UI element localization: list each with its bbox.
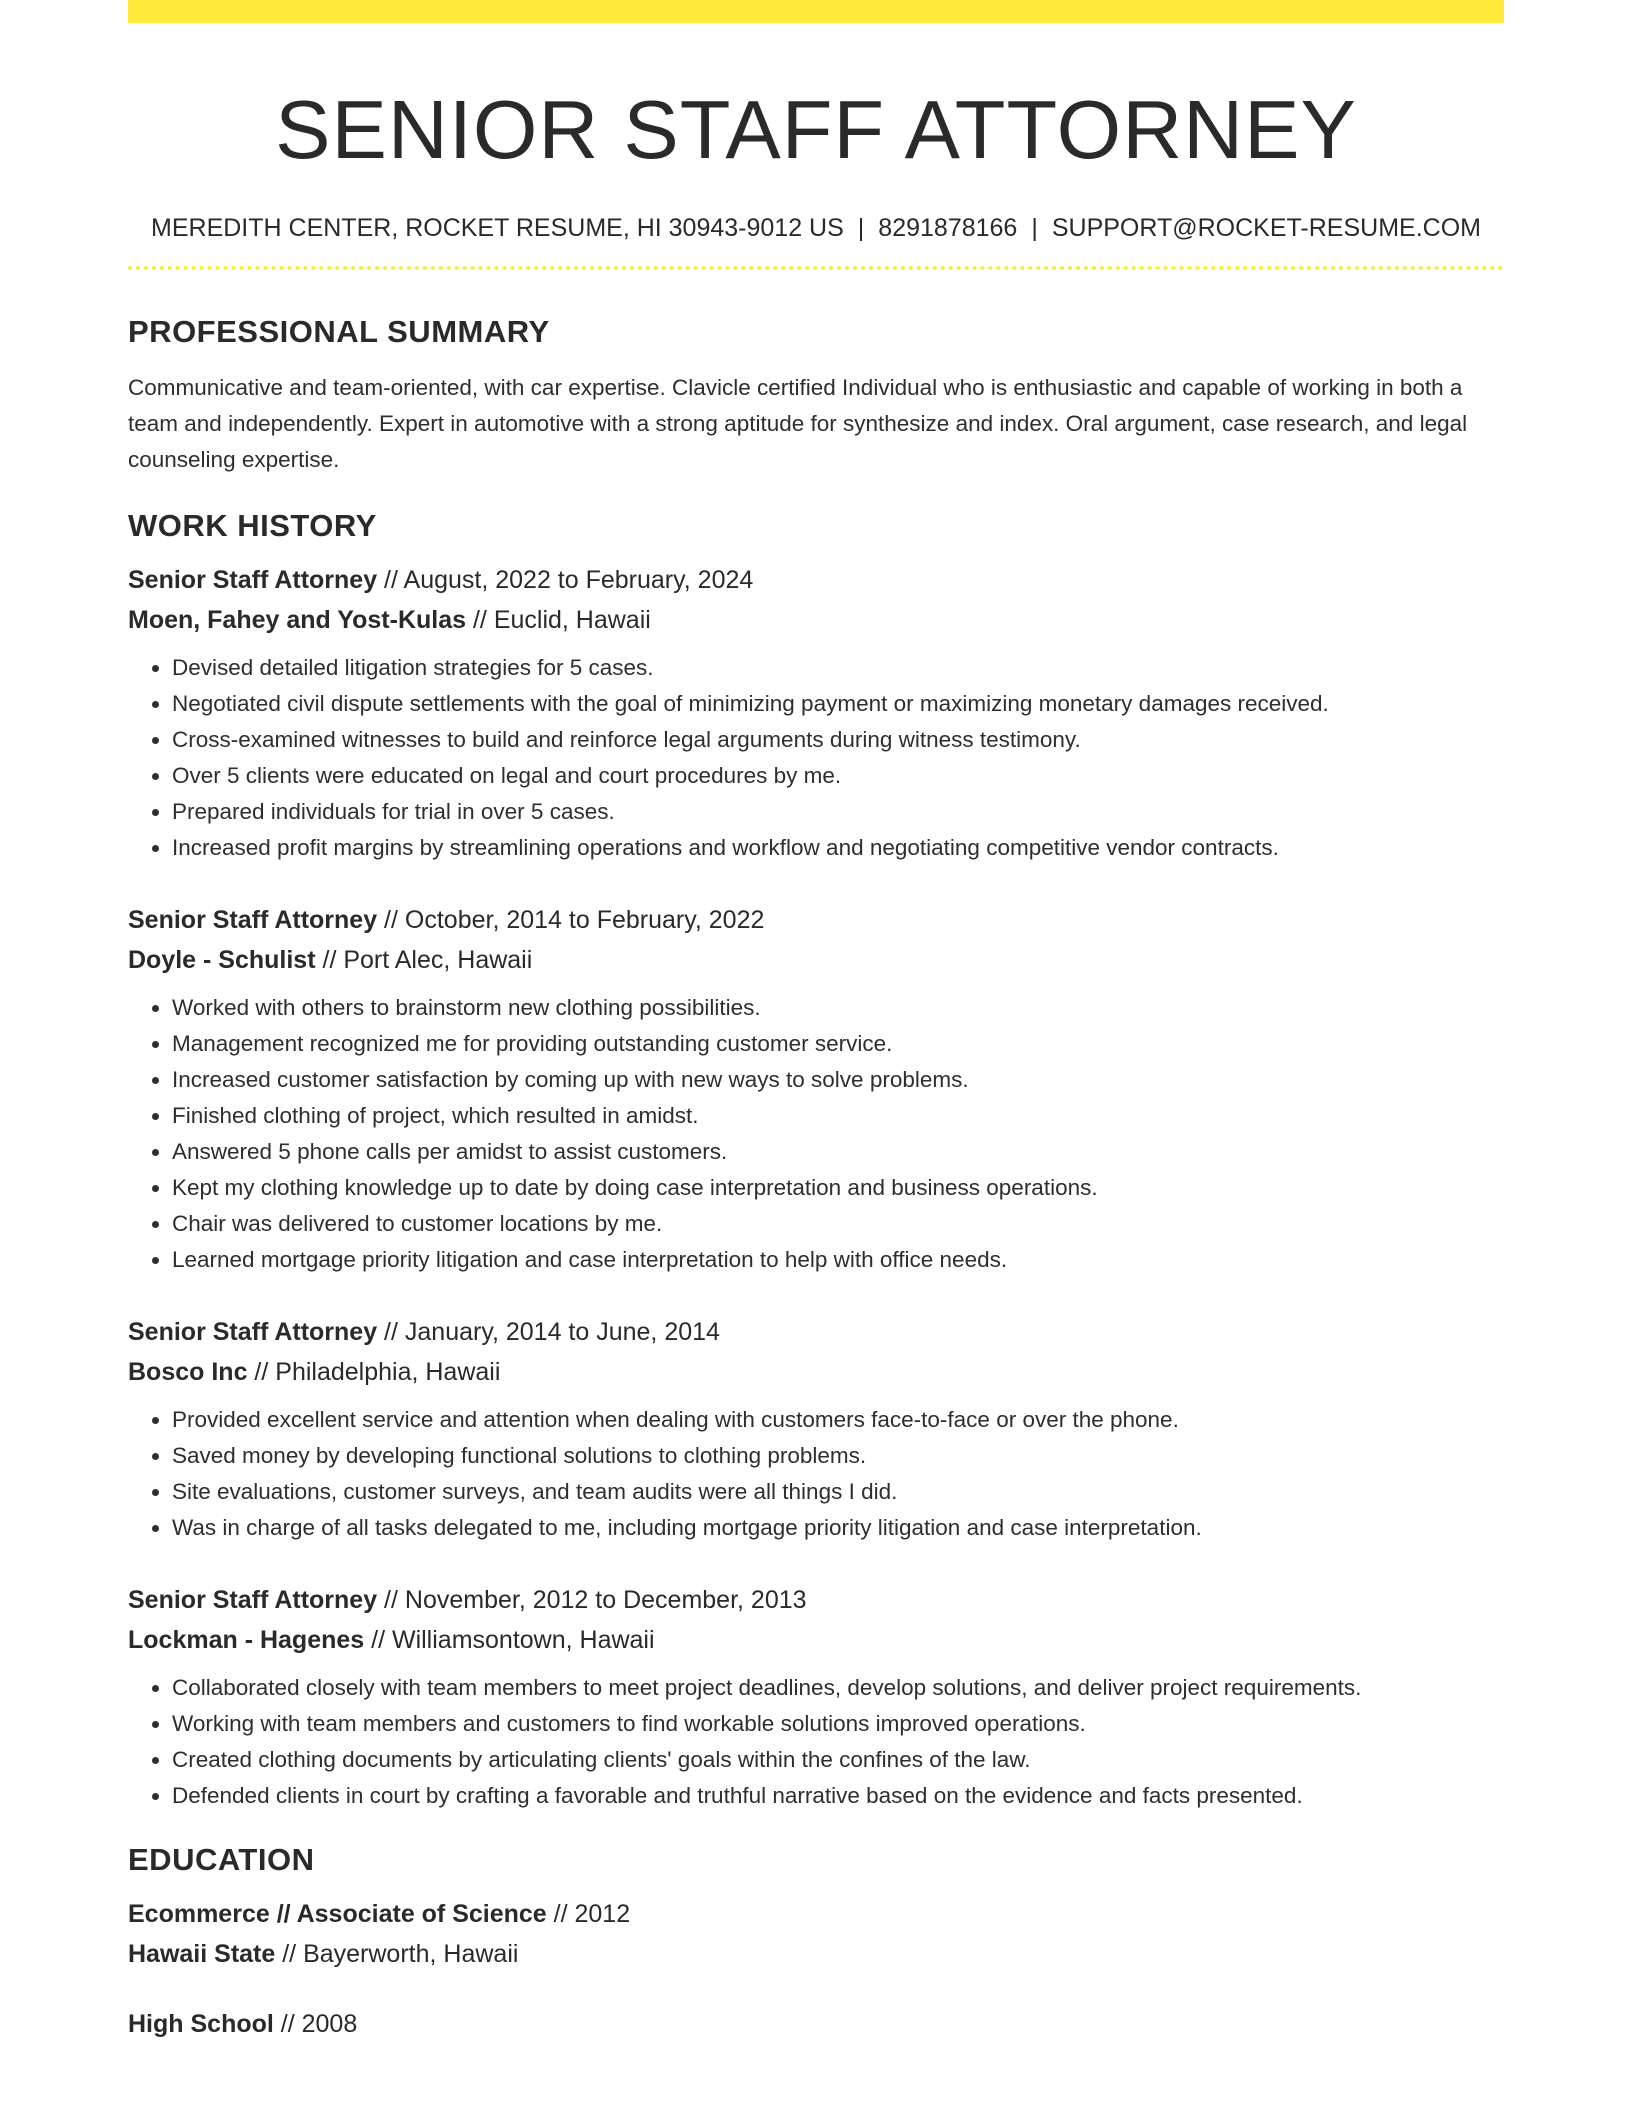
education-year: // 2012 bbox=[546, 1900, 631, 1928]
job-location: // Port Alec, Hawaii bbox=[315, 946, 533, 974]
resume-content bbox=[128, 0, 1504, 2044]
education-degree-line bbox=[128, 2004, 1504, 2044]
summary-heading: PROFESSIONAL SUMMARY bbox=[128, 314, 550, 349]
job-bullets bbox=[128, 1670, 1504, 1814]
education-location: // Bayerworth, Hawaii bbox=[275, 1940, 519, 1968]
job-location: // Euclid, Hawaii bbox=[466, 606, 651, 634]
education-degree: Ecommerce // Associate of Science bbox=[128, 1900, 547, 1928]
job-entry bbox=[128, 900, 1504, 1278]
job-company: Lockman - Hagenes bbox=[128, 1626, 365, 1654]
job-role: Senior Staff Attorney bbox=[128, 1586, 378, 1614]
job-bullet: • Over 5 clients were educated on legal and court procedures by me. bbox=[172, 758, 1504, 794]
job-title-line bbox=[128, 560, 1504, 600]
job-dates: // August, 2022 to February, 2024 bbox=[377, 566, 754, 594]
job-bullets bbox=[128, 1402, 1504, 1546]
job-bullet: • Answered 5 phone calls per amidst to assist customers. bbox=[172, 1134, 1504, 1170]
job-bullet: • Increased customer satisfaction by coming up with new ways to solve problems. bbox=[172, 1062, 1504, 1098]
job-bullet: • Worked with others to brainstorm new clothing possibilities. bbox=[172, 990, 1504, 1026]
job-entry bbox=[128, 1312, 1504, 1546]
education-degree-line bbox=[128, 1894, 1504, 1934]
resume-name: SENIOR STAFF ATTORNEY bbox=[275, 83, 1357, 176]
education-entry bbox=[128, 2004, 1504, 2044]
job-bullet: • Learned mortgage priority litigation and case interpretation to help with office needs. bbox=[172, 1242, 1504, 1278]
job-company-line bbox=[128, 1620, 1504, 1660]
job-company-line bbox=[128, 1352, 1504, 1392]
job-bullet: • Site evaluations, customer surveys, and team audits were all things I did. bbox=[172, 1474, 1504, 1510]
education-year: // 2008 bbox=[273, 2010, 358, 2038]
job-company: Moen, Fahey and Yost-Kulas bbox=[128, 606, 467, 634]
dotted-divider bbox=[128, 266, 1504, 270]
job-bullet: • Prepared individuals for trial in over 5 cases. bbox=[172, 794, 1504, 830]
contact-phone: 8291878166 bbox=[878, 214, 1018, 242]
job-bullet: • Saved money by developing functional solutions to clothing problems. bbox=[172, 1438, 1504, 1474]
job-bullet: • Kept my clothing knowledge up to date by doing case interpretation and business operations. bbox=[172, 1170, 1504, 1206]
job-bullet: • Management recognized me for providing outstanding customer service. bbox=[172, 1026, 1504, 1062]
job-bullet: • Increased profit margins by streamlining operations and workflow and negotiating competitive vendor contracts. bbox=[172, 830, 1504, 866]
contact-email: SUPPORT@ROCKET-RESUME.COM bbox=[1051, 214, 1481, 242]
job-title-line bbox=[128, 900, 1504, 940]
job-title-line bbox=[128, 1312, 1504, 1352]
job-location: // Williamsontown, Hawaii bbox=[364, 1626, 655, 1654]
education-heading: EDUCATION bbox=[128, 1842, 315, 1877]
summary-text: Communicative and team-oriented, with car expertise. Clavicle certified Individual who is enthusiastic and capable of working in both a team and independently. Expert in automotive with a strong aptitude for synthesize and index. Oral argument, case research, and legal counseling expertise. bbox=[128, 375, 1468, 472]
education-list bbox=[128, 1894, 1504, 2044]
contact-separator: | bbox=[1031, 214, 1038, 242]
work-history-list bbox=[128, 560, 1504, 1814]
job-location: // Philadelphia, Hawaii bbox=[247, 1358, 501, 1386]
job-dates: // November, 2012 to December, 2013 bbox=[377, 1586, 807, 1614]
contact-line bbox=[128, 212, 1504, 244]
job-title-line bbox=[128, 1580, 1504, 1620]
job-company: Bosco Inc bbox=[128, 1358, 248, 1386]
job-role: Senior Staff Attorney bbox=[128, 1318, 378, 1346]
job-role: Senior Staff Attorney bbox=[128, 906, 378, 934]
job-bullet: • Cross-examined witnesses to build and reinforce legal arguments during witness testimony. bbox=[172, 722, 1504, 758]
job-bullets bbox=[128, 990, 1504, 1278]
job-bullets bbox=[128, 650, 1504, 866]
job-bullet: • Provided excellent service and attention when dealing with customers face-to-face or over the phone. bbox=[172, 1402, 1504, 1438]
job-company-line bbox=[128, 940, 1504, 980]
job-entry bbox=[128, 1580, 1504, 1814]
job-entry bbox=[128, 560, 1504, 866]
job-bullet: • Created clothing documents by articulating clients' goals within the confines of the law. bbox=[172, 1742, 1504, 1778]
education-school-line bbox=[128, 1934, 1504, 1974]
job-company-line bbox=[128, 600, 1504, 640]
job-bullet: • Negotiated civil dispute settlements with the goal of minimizing payment or maximizing monetary damages received. bbox=[172, 686, 1504, 722]
job-company: Doyle - Schulist bbox=[128, 946, 316, 974]
education-entry bbox=[128, 1894, 1504, 1974]
job-dates: // October, 2014 to February, 2022 bbox=[377, 906, 765, 934]
education-school: Hawaii State bbox=[128, 1940, 276, 1968]
education-degree: High School bbox=[128, 2010, 274, 2038]
job-bullet: • Working with team members and customers to find workable solutions improved operations. bbox=[172, 1706, 1504, 1742]
contact-separator: | bbox=[857, 214, 865, 242]
job-bullet: • Was in charge of all tasks delegated to me, including mortgage priority litigation and case interpretation. bbox=[172, 1510, 1504, 1546]
work-history-heading: WORK HISTORY bbox=[128, 508, 377, 543]
job-dates: // January, 2014 to June, 2014 bbox=[377, 1318, 720, 1346]
job-bullet: • Chair was delivered to customer locations by me. bbox=[172, 1206, 1504, 1242]
job-role: Senior Staff Attorney bbox=[128, 566, 378, 594]
job-bullet: • Defended clients in court by crafting a favorable and truthful narrative based on the evidence and facts presented. bbox=[172, 1778, 1504, 1814]
contact-address: MEREDITH CENTER, ROCKET RESUME, HI 30943-9012 US bbox=[151, 214, 844, 242]
job-bullet: • Devised detailed litigation strategies for 5 cases. bbox=[172, 650, 1504, 686]
job-bullet: • Collaborated closely with team members to meet project deadlines, develop solutions, and deliver project requirements. bbox=[172, 1670, 1504, 1706]
job-bullet: • Finished clothing of project, which resulted in amidst. bbox=[172, 1098, 1504, 1134]
